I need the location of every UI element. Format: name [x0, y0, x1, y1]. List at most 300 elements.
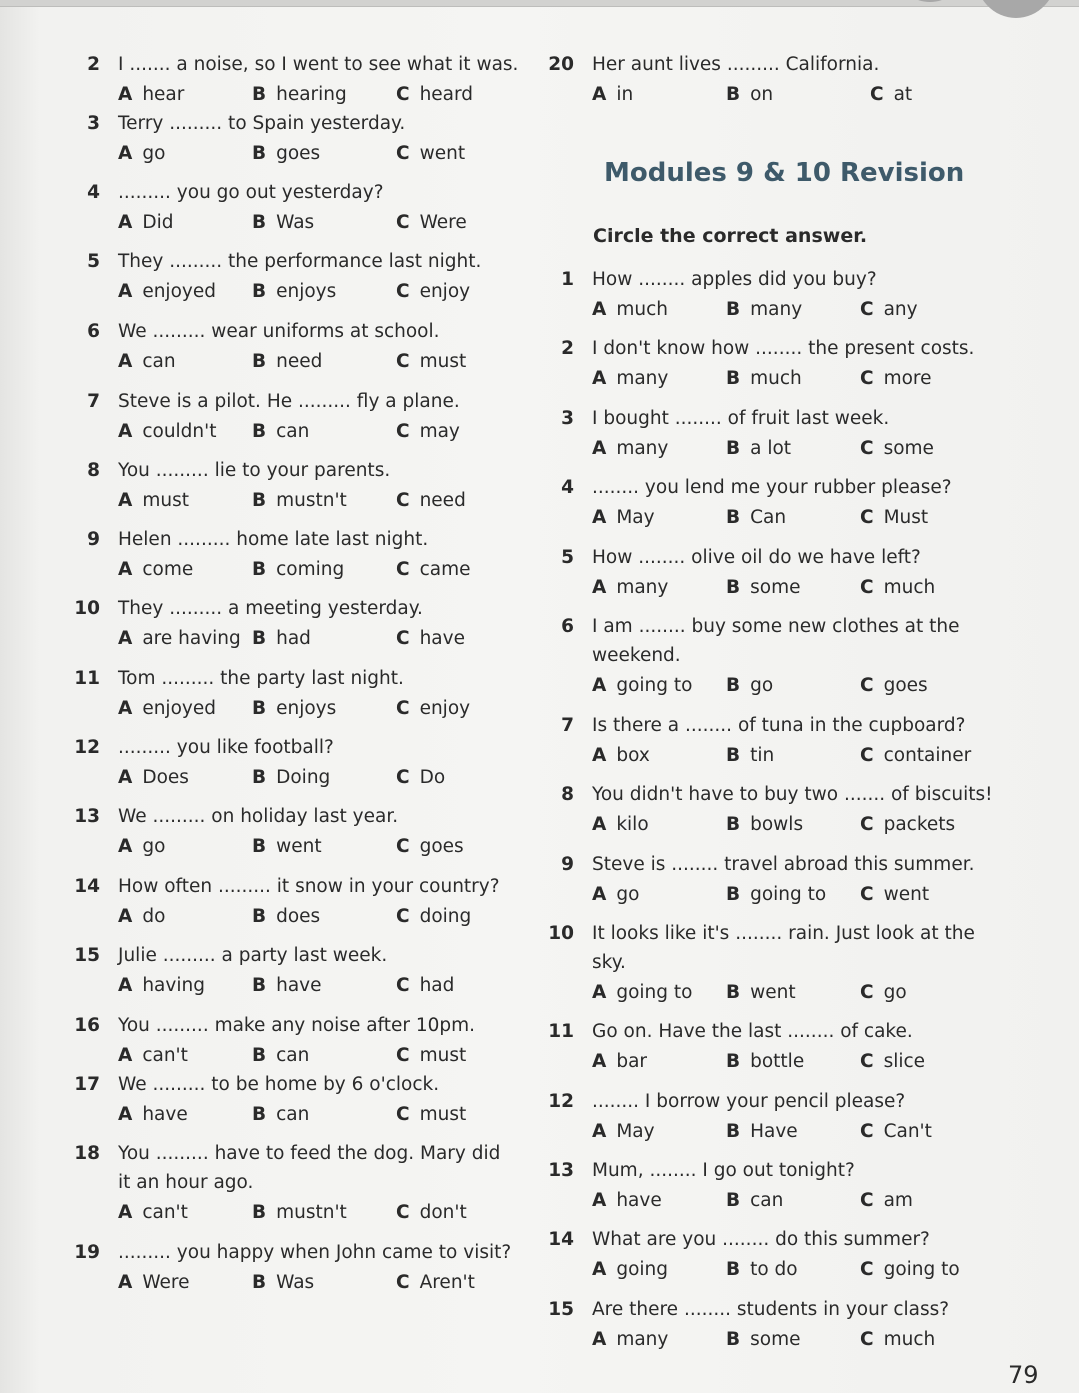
- option-text: slice: [883, 1051, 926, 1072]
- option-text: going: [616, 1259, 668, 1280]
- question-number: 5: [561, 547, 574, 568]
- option-text: had: [276, 628, 311, 649]
- answer-option-a[interactable]: [118, 351, 176, 373]
- option-letter: A: [592, 1121, 607, 1142]
- answer-option-a[interactable]: [592, 1259, 668, 1281]
- option-letter: A: [118, 767, 133, 788]
- option-letter: A: [118, 1272, 133, 1293]
- question-number: 2: [561, 338, 574, 359]
- option-text: must: [419, 351, 467, 372]
- answer-option-b[interactable]: [726, 1329, 800, 1351]
- option-letter: B: [726, 299, 741, 320]
- question-number: 8: [561, 784, 574, 805]
- answer-option-c[interactable]: [396, 1272, 475, 1294]
- question-number: 3: [561, 408, 574, 429]
- option-text: having: [142, 975, 205, 996]
- option-text: do: [142, 906, 166, 927]
- option-letter: C: [396, 628, 410, 649]
- option-text: packets: [883, 814, 956, 835]
- question-stem: it an hour ago.: [118, 1172, 254, 1193]
- option-text: many: [616, 1329, 669, 1350]
- page-number: 79: [1008, 1361, 1039, 1389]
- answer-option-a[interactable]: [592, 84, 633, 106]
- answer-option-c[interactable]: [396, 1104, 466, 1126]
- option-letter: C: [860, 577, 874, 598]
- answer-option-b[interactable]: [252, 84, 347, 106]
- option-letter: A: [118, 212, 133, 233]
- answer-option-b[interactable]: [252, 421, 309, 443]
- option-letter: A: [118, 1045, 133, 1066]
- option-letter: A: [592, 1190, 607, 1211]
- answer-option-c[interactable]: [396, 143, 465, 165]
- option-letter: C: [870, 84, 884, 105]
- option-letter: B: [252, 490, 267, 511]
- option-letter: A: [592, 84, 607, 105]
- answer-option-a[interactable]: [592, 507, 655, 529]
- option-text: bottle: [750, 1051, 805, 1072]
- answer-option-c[interactable]: [396, 212, 467, 234]
- answer-option-a[interactable]: [118, 1045, 188, 1067]
- answer-option-b[interactable]: [726, 1051, 804, 1073]
- option-text: some: [883, 438, 934, 459]
- question-stem: We ......... on holiday last year.: [118, 806, 399, 827]
- answer-option-b[interactable]: [252, 906, 320, 928]
- option-letter: B: [252, 628, 267, 649]
- answer-option-a[interactable]: [118, 143, 165, 165]
- option-text: hearing: [276, 84, 347, 105]
- question-stem: Are there ........ students in your class?: [592, 1299, 950, 1320]
- answer-option-b[interactable]: [252, 212, 314, 234]
- option-letter: B: [252, 559, 267, 580]
- option-text: more: [883, 368, 932, 389]
- answer-option-a[interactable]: [592, 438, 668, 460]
- option-text: came: [419, 559, 471, 580]
- answer-option-a[interactable]: [118, 698, 216, 720]
- option-letter: B: [252, 351, 267, 372]
- question-number: 2: [87, 54, 100, 75]
- answer-option-c[interactable]: [396, 559, 471, 581]
- option-text: must: [419, 1045, 467, 1066]
- answer-option-c[interactable]: [860, 577, 935, 599]
- question-number: 9: [87, 529, 100, 550]
- answer-option-b[interactable]: [726, 507, 786, 529]
- option-letter: B: [726, 438, 741, 459]
- answer-option-a[interactable]: [118, 84, 184, 106]
- option-text: Did: [142, 212, 174, 233]
- question-stem: We ......... wear uniforms at school.: [118, 321, 440, 342]
- option-text: Were: [142, 1272, 190, 1293]
- question-stem: ......... you like football?: [118, 737, 334, 758]
- option-letter: A: [592, 299, 607, 320]
- option-text: mustn't: [276, 490, 347, 511]
- option-letter: C: [860, 1121, 874, 1142]
- answer-option-c[interactable]: [860, 299, 918, 321]
- question-number: 18: [74, 1143, 100, 1164]
- option-letter: C: [860, 438, 874, 459]
- question-number: 7: [87, 391, 100, 412]
- answer-option-a[interactable]: [592, 675, 692, 697]
- answer-option-a[interactable]: [118, 281, 216, 303]
- option-text: goes: [883, 675, 928, 696]
- question-number: 19: [74, 1242, 100, 1263]
- option-letter: B: [252, 975, 267, 996]
- option-letter: A: [118, 975, 133, 996]
- answer-option-b[interactable]: [726, 814, 803, 836]
- answer-option-a[interactable]: [592, 577, 668, 599]
- question-number: 10: [74, 598, 100, 619]
- answer-option-a[interactable]: [118, 628, 241, 650]
- option-letter: B: [252, 906, 267, 927]
- option-text: many: [750, 299, 803, 320]
- option-letter: C: [860, 1051, 874, 1072]
- answer-option-c[interactable]: [396, 767, 445, 789]
- question-stem: ........ I borrow your pencil please?: [592, 1091, 906, 1112]
- answer-option-c[interactable]: [396, 1045, 466, 1067]
- option-text: come: [142, 559, 194, 580]
- option-letter: C: [396, 84, 410, 105]
- answer-option-c[interactable]: [396, 698, 470, 720]
- answer-option-a[interactable]: [592, 884, 639, 906]
- option-text: some: [750, 1329, 801, 1350]
- answer-option-b[interactable]: [252, 698, 336, 720]
- answer-option-b[interactable]: [726, 368, 802, 390]
- option-letter: C: [396, 351, 410, 372]
- option-text: bowls: [750, 814, 804, 835]
- option-letter: A: [592, 1329, 607, 1350]
- answer-option-a[interactable]: [592, 1121, 655, 1143]
- question-number: 11: [548, 1021, 574, 1042]
- answer-option-b[interactable]: [726, 1121, 798, 1143]
- option-letter: C: [396, 836, 410, 857]
- answer-option-c[interactable]: [860, 745, 971, 767]
- option-letter: A: [592, 577, 607, 598]
- question-stem: I ....... a noise, so I went to see what it was.: [118, 54, 519, 75]
- option-letter: A: [592, 368, 607, 389]
- option-text: enjoyed: [142, 281, 216, 302]
- question-stem: Tom ......... the party last night.: [118, 668, 404, 689]
- answer-option-b[interactable]: [726, 1259, 798, 1281]
- option-text: go: [142, 143, 166, 164]
- option-letter: A: [118, 351, 133, 372]
- answer-option-b[interactable]: [252, 351, 322, 373]
- answer-option-b[interactable]: [252, 628, 311, 650]
- option-text: don't: [419, 1202, 467, 1223]
- option-letter: A: [592, 675, 607, 696]
- option-letter: B: [726, 368, 741, 389]
- answer-option-a[interactable]: [118, 490, 189, 512]
- option-text: go: [142, 836, 166, 857]
- answer-option-c[interactable]: [860, 982, 907, 1004]
- answer-option-b[interactable]: [726, 299, 802, 321]
- answer-option-c[interactable]: [860, 884, 929, 906]
- option-text: must: [419, 1104, 467, 1125]
- option-text: tin: [750, 745, 775, 766]
- option-text: Doing: [276, 767, 331, 788]
- answer-option-c[interactable]: [396, 421, 460, 443]
- option-text: May: [616, 1121, 655, 1142]
- answer-option-a[interactable]: [118, 1272, 190, 1294]
- option-text: container: [883, 745, 972, 766]
- instruction-text: Circle the correct answer.: [593, 225, 868, 247]
- option-text: can: [750, 1190, 784, 1211]
- question-number: 15: [74, 945, 100, 966]
- option-letter: C: [396, 1045, 410, 1066]
- option-letter: A: [118, 1202, 133, 1223]
- answer-option-c[interactable]: [396, 975, 454, 997]
- option-letter: C: [860, 1190, 874, 1211]
- answer-option-a[interactable]: [118, 1202, 188, 1224]
- question-number: 4: [561, 477, 574, 498]
- question-stem: Terry ......... to Spain yesterday.: [118, 113, 406, 134]
- answer-option-a[interactable]: [592, 1329, 668, 1351]
- answer-option-b[interactable]: [726, 1190, 783, 1212]
- option-letter: A: [118, 1104, 133, 1125]
- option-text: Can: [750, 507, 787, 528]
- option-letter: B: [252, 212, 267, 233]
- option-text: have: [142, 1104, 188, 1125]
- question-stem: Go on. Have the last ........ of cake.: [592, 1021, 913, 1042]
- answer-option-b[interactable]: [252, 1045, 309, 1067]
- answer-option-c[interactable]: [860, 814, 955, 836]
- question-number: 20: [548, 54, 574, 75]
- option-text: doing: [419, 906, 472, 927]
- answer-option-c[interactable]: [860, 368, 932, 390]
- answer-option-b[interactable]: [726, 675, 773, 697]
- option-text: on: [750, 84, 774, 105]
- option-letter: C: [396, 281, 410, 302]
- answer-option-b[interactable]: [252, 559, 344, 581]
- answer-option-a[interactable]: [118, 906, 165, 928]
- option-text: in: [616, 84, 634, 105]
- answer-option-c[interactable]: [396, 906, 471, 928]
- answer-option-a[interactable]: [592, 368, 668, 390]
- option-text: going to: [616, 675, 693, 696]
- option-letter: A: [592, 745, 607, 766]
- option-text: many: [616, 577, 669, 598]
- answer-option-b[interactable]: [252, 767, 330, 789]
- option-text: some: [750, 577, 801, 598]
- answer-option-c[interactable]: [860, 1051, 925, 1073]
- option-text: going to: [616, 982, 693, 1003]
- option-text: going to: [750, 884, 827, 905]
- option-text: Must: [883, 507, 929, 528]
- option-text: enjoys: [276, 281, 337, 302]
- option-letter: C: [860, 814, 874, 835]
- answer-option-c[interactable]: [860, 1329, 935, 1351]
- option-letter: A: [118, 559, 133, 580]
- answer-option-b[interactable]: [726, 982, 796, 1004]
- option-letter: A: [118, 84, 133, 105]
- option-letter: B: [252, 84, 267, 105]
- option-letter: A: [592, 507, 607, 528]
- answer-option-c[interactable]: [396, 281, 470, 303]
- option-text: going to: [883, 1259, 960, 1280]
- top-edge: [0, 0, 1079, 7]
- option-letter: B: [726, 1121, 741, 1142]
- answer-option-c[interactable]: [860, 1259, 960, 1281]
- option-text: enjoy: [419, 698, 471, 719]
- option-text: can: [276, 1104, 310, 1125]
- option-letter: C: [396, 698, 410, 719]
- answer-option-c[interactable]: [860, 1121, 932, 1143]
- answer-option-c[interactable]: [396, 351, 466, 373]
- answer-option-a[interactable]: [118, 559, 193, 581]
- option-letter: B: [252, 767, 267, 788]
- answer-option-b[interactable]: [252, 490, 347, 512]
- answer-option-a[interactable]: [592, 1051, 647, 1073]
- option-text: coming: [276, 559, 345, 580]
- option-text: can: [276, 421, 310, 442]
- answer-option-c[interactable]: [860, 675, 928, 697]
- answer-option-b[interactable]: [252, 1202, 347, 1224]
- option-letter: B: [726, 675, 741, 696]
- option-text: Was: [276, 1272, 315, 1293]
- question-number: 12: [74, 737, 100, 758]
- question-stem: What are you ........ do this summer?: [592, 1229, 930, 1250]
- answer-option-b[interactable]: [252, 281, 336, 303]
- option-text: mustn't: [276, 1202, 347, 1223]
- question-stem: How ........ olive oil do we have left?: [592, 547, 921, 568]
- option-text: goes: [419, 836, 464, 857]
- question-number: 12: [548, 1091, 574, 1112]
- answer-option-c[interactable]: [860, 438, 934, 460]
- question-stem: Steve is a pilot. He ......... fly a plane.: [118, 391, 460, 412]
- question-stem: Julie ......... a party last week.: [118, 945, 388, 966]
- question-stem: I bought ........ of fruit last week.: [592, 408, 890, 429]
- option-letter: B: [252, 281, 267, 302]
- option-letter: B: [726, 1190, 741, 1211]
- option-letter: C: [396, 975, 410, 996]
- answer-option-b[interactable]: [252, 1104, 309, 1126]
- option-letter: B: [252, 1272, 267, 1293]
- question-stem: Helen ......... home late last night.: [118, 529, 429, 550]
- option-letter: B: [252, 836, 267, 857]
- option-letter: A: [118, 698, 133, 719]
- option-text: hear: [142, 84, 185, 105]
- option-text: can: [276, 1045, 310, 1066]
- option-text: are having: [142, 628, 241, 649]
- answer-option-b[interactable]: [726, 84, 773, 106]
- answer-option-b[interactable]: [252, 836, 322, 858]
- question-number: 6: [87, 321, 100, 342]
- question-number: 5: [87, 251, 100, 272]
- question-number: 14: [548, 1229, 574, 1250]
- answer-option-b[interactable]: [726, 438, 791, 460]
- answer-option-c[interactable]: [860, 507, 928, 529]
- option-letter: B: [726, 577, 741, 598]
- option-letter: A: [118, 836, 133, 857]
- question-number: 13: [548, 1160, 574, 1181]
- option-text: need: [419, 490, 466, 511]
- answer-option-a[interactable]: [118, 421, 217, 443]
- question-number: 3: [87, 113, 100, 134]
- option-text: went: [276, 836, 322, 857]
- question-stem: You didn't have to buy two ....... of biscuits!: [592, 784, 993, 805]
- answer-option-b[interactable]: [252, 143, 320, 165]
- option-letter: B: [252, 143, 267, 164]
- question-stem: I am ........ buy some new clothes at the: [592, 616, 960, 637]
- answer-option-a[interactable]: [592, 814, 649, 836]
- section-heading: Modules 9 & 10 Revision: [604, 158, 965, 188]
- answer-option-c[interactable]: [396, 84, 473, 106]
- answer-option-a[interactable]: [118, 836, 165, 858]
- option-letter: C: [396, 490, 410, 511]
- option-letter: A: [592, 814, 607, 835]
- option-letter: B: [252, 1045, 267, 1066]
- option-letter: B: [726, 745, 741, 766]
- option-letter: C: [860, 1329, 874, 1350]
- answer-option-a[interactable]: [592, 299, 668, 321]
- answer-option-c[interactable]: [860, 1190, 913, 1212]
- option-letter: A: [118, 906, 133, 927]
- option-letter: A: [592, 1051, 607, 1072]
- option-letter: B: [726, 1051, 741, 1072]
- question-stem: Her aunt lives ......... California.: [592, 54, 880, 75]
- option-text: went: [750, 982, 796, 1003]
- answer-option-c[interactable]: [396, 490, 466, 512]
- option-letter: A: [592, 1259, 607, 1280]
- answer-option-a[interactable]: [592, 745, 650, 767]
- answer-option-b[interactable]: [726, 884, 826, 906]
- option-text: Was: [276, 212, 315, 233]
- question-stem: You ......... make any noise after 10pm.: [118, 1015, 476, 1036]
- option-text: bar: [616, 1051, 648, 1072]
- option-letter: C: [396, 906, 410, 927]
- option-text: may: [419, 421, 460, 442]
- option-letter: B: [252, 1104, 267, 1125]
- question-stem: ........ you lend me your rubber please?: [592, 477, 952, 498]
- option-text: to do: [750, 1259, 798, 1280]
- answer-option-b[interactable]: [726, 745, 774, 767]
- answer-option-c[interactable]: [396, 1202, 467, 1224]
- answer-option-c[interactable]: [870, 84, 912, 106]
- answer-option-a[interactable]: [118, 212, 173, 234]
- option-letter: A: [118, 143, 133, 164]
- option-text: must: [142, 490, 189, 511]
- option-letter: C: [860, 368, 874, 389]
- answer-option-c[interactable]: [396, 628, 465, 650]
- answer-option-c[interactable]: [396, 836, 464, 858]
- option-text: much: [750, 368, 802, 389]
- answer-option-a[interactable]: [592, 982, 692, 1004]
- option-text: have: [419, 628, 465, 649]
- option-text: a lot: [750, 438, 792, 459]
- answer-option-b[interactable]: [726, 577, 800, 599]
- option-text: much: [883, 577, 936, 598]
- option-letter: C: [860, 675, 874, 696]
- option-letter: B: [726, 814, 741, 835]
- option-letter: C: [860, 507, 874, 528]
- answer-option-a[interactable]: [118, 975, 205, 997]
- answer-option-b[interactable]: [252, 1272, 314, 1294]
- question-stem: How often ......... it snow in your country?: [118, 876, 500, 897]
- option-text: enjoyed: [142, 698, 216, 719]
- answer-option-a[interactable]: [592, 1190, 662, 1212]
- option-text: Were: [419, 212, 467, 233]
- question-number: 6: [561, 616, 574, 637]
- option-text: am: [883, 1190, 913, 1211]
- option-letter: C: [860, 982, 874, 1003]
- option-text: can: [142, 351, 176, 372]
- answer-option-b[interactable]: [252, 975, 322, 997]
- answer-option-a[interactable]: [118, 1104, 188, 1126]
- option-letter: B: [726, 884, 741, 905]
- option-letter: A: [592, 438, 607, 459]
- answer-option-a[interactable]: [118, 767, 189, 789]
- option-letter: B: [726, 507, 741, 528]
- question-stem: ......... you happy when John came to visit?: [118, 1242, 512, 1263]
- option-text: enjoys: [276, 698, 337, 719]
